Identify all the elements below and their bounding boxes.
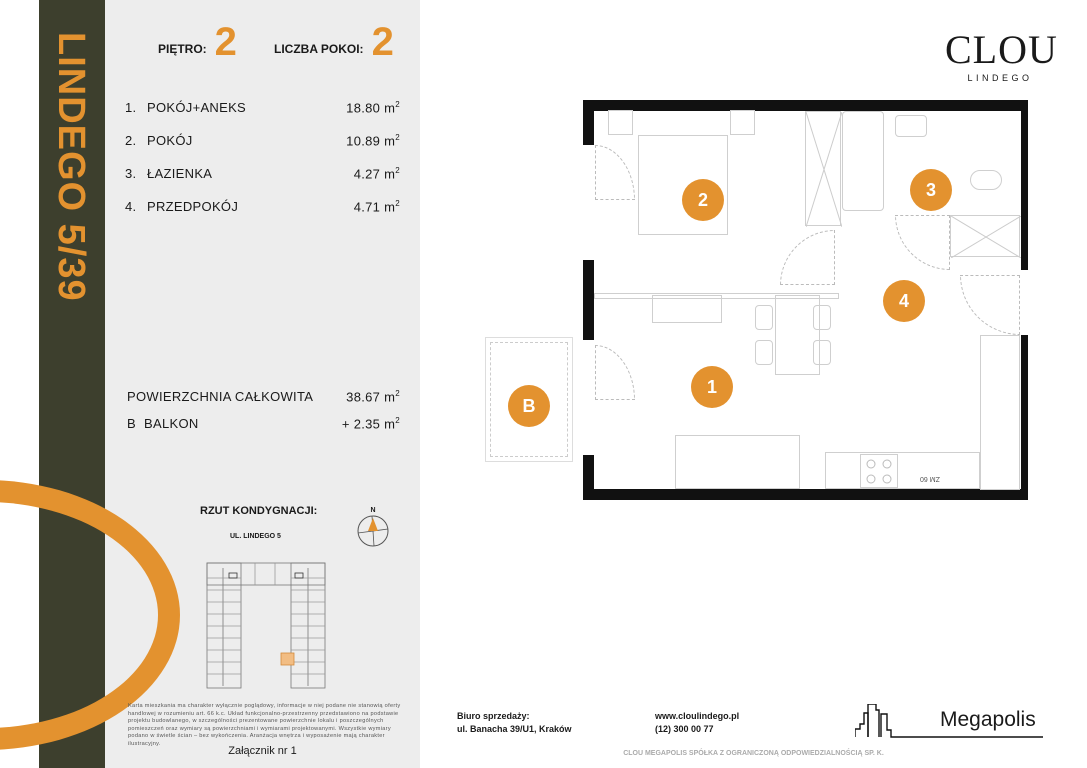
kitchen-counter xyxy=(825,452,980,489)
megapolis-logo xyxy=(855,704,1045,738)
room-name: POKÓJ+ANEKS xyxy=(147,100,247,115)
street-label: UL. LINDEGO 5 xyxy=(230,533,281,540)
annex-label: Załącznik nr 1 xyxy=(228,745,297,757)
appliance-label: ZM 60 xyxy=(920,475,940,482)
kitchen-column xyxy=(980,335,1020,490)
highlighted-unit xyxy=(281,653,294,665)
room-number: 3. xyxy=(125,166,137,181)
disclaimer-text: Karta mieszkania ma charakter wyłącznie poglądowy, informacje w niej podane nie stanowią oferty handlowej w rozumieniu art. 66 k.c. Układ funkcjonalno-przestrzenny przedstawiono na podstawie projektu budowlanego, w szczególności prezentowane powierzchnie lokalu i poszczególnych pomieszczeń oraz wymiary są powierzchniami i wymiarami projektowanymi. Wszystkie wymiary podano w świetle ścian – bez wykończenia. Aranżacja wnętrza i wyposażenie mają charakter ilustracyjny. xyxy=(128,703,401,747)
floor-plan-title: RZUT KONDYGNACJI: xyxy=(200,505,318,517)
room-area: 18.80 m xyxy=(346,100,396,116)
door-swing xyxy=(595,145,635,200)
wall xyxy=(583,489,1028,500)
room-row xyxy=(125,166,400,186)
apartment-title xyxy=(30,20,110,302)
website-link[interactable]: www.cloulindego.pl xyxy=(655,711,740,721)
balcony-letter: B xyxy=(127,416,136,431)
compass-icon xyxy=(356,514,390,548)
sofa xyxy=(675,435,800,489)
unit-sup: 2 xyxy=(395,199,400,208)
room-row xyxy=(125,100,400,120)
wall xyxy=(1021,100,1028,270)
apartment-floor-plan xyxy=(570,90,1040,510)
building-floor-plan-icon xyxy=(205,558,330,693)
chair xyxy=(755,305,773,330)
nightstand xyxy=(730,110,755,135)
room-name: POKÓJ xyxy=(147,133,193,148)
unit-sup: 2 xyxy=(395,416,400,425)
room-number: 1. xyxy=(125,100,137,115)
toilet xyxy=(970,170,1002,190)
rooms-count-info xyxy=(274,22,394,62)
room-number: 2. xyxy=(125,133,137,148)
logo-brand: CLOU xyxy=(945,27,1058,72)
balcony-label: BALKON xyxy=(144,416,199,431)
utility-closet xyxy=(950,215,1020,257)
unit-sup: 2 xyxy=(395,133,400,142)
door-swing xyxy=(780,230,835,285)
room-badge-2: 2 xyxy=(682,179,724,221)
door-swing xyxy=(595,345,635,400)
sink xyxy=(895,115,927,137)
wall xyxy=(583,100,1028,111)
nightstand xyxy=(608,110,633,135)
room-badge-3: 3 xyxy=(910,169,952,211)
rooms-count-label: LICZBA POKOI: xyxy=(274,42,364,56)
total-area-row xyxy=(127,389,400,409)
chair xyxy=(813,340,831,365)
contact-info xyxy=(655,710,739,735)
room-area: 10.89 m xyxy=(346,133,396,149)
bathtub xyxy=(842,111,884,211)
copyright-text: CLOU MEGAPOLIS SPÓŁKA Z OGRANICZONĄ ODPOWIEDZIALNOŚCIĄ SP. K. xyxy=(623,750,884,757)
entrance-door-swing xyxy=(960,275,1020,335)
unit-sup: 2 xyxy=(395,389,400,398)
room-name: ŁAZIENKA xyxy=(147,166,213,181)
wall xyxy=(1021,335,1028,500)
sales-office xyxy=(457,710,572,735)
logo-sub: LINDEGO xyxy=(967,73,1033,83)
apartment-title-text: LINDEGO 5/39 xyxy=(50,32,92,302)
wall xyxy=(583,260,594,340)
chair xyxy=(755,340,773,365)
wardrobe xyxy=(805,111,841,226)
unit-sup: 2 xyxy=(395,166,400,175)
floor-label: PIĘTRO: xyxy=(158,42,207,56)
phone-number: (12) 300 00 77 xyxy=(655,723,714,734)
desk xyxy=(652,295,722,323)
room-row xyxy=(125,133,400,153)
compass xyxy=(356,507,390,551)
room-number: 4. xyxy=(125,199,137,214)
compass-north-label: N xyxy=(370,507,376,514)
rooms-count-value: 2 xyxy=(371,20,394,64)
sales-office-address: ul. Banacha 39/U1, Kraków xyxy=(457,723,572,734)
floor-value: 2 xyxy=(214,20,237,64)
chair xyxy=(813,305,831,330)
room-area: 4.71 m xyxy=(353,199,396,215)
total-area-label: POWIERZCHNIA CAŁKOWITA xyxy=(127,389,314,404)
balcony-badge: B xyxy=(508,385,550,427)
developer-name: Megapolis xyxy=(940,708,1036,731)
room-badge-1: 1 xyxy=(691,366,733,408)
cooktop xyxy=(860,454,898,488)
balcony-value: + 2.35 m xyxy=(341,416,396,432)
total-area-value: 38.67 m xyxy=(346,389,396,405)
unit-sup: 2 xyxy=(395,100,400,109)
sales-office-label: Biuro sprzedaży: xyxy=(457,711,530,721)
door-swing xyxy=(895,215,950,270)
floor-info xyxy=(158,22,237,62)
room-name: PRZEDPOKÓJ xyxy=(147,199,239,214)
room-row xyxy=(125,199,400,219)
room-badge-4: 4 xyxy=(883,280,925,322)
room-area: 4.27 m xyxy=(353,166,396,182)
balcony-row xyxy=(127,416,400,436)
clou-logo xyxy=(945,27,1058,83)
wall xyxy=(583,100,594,145)
